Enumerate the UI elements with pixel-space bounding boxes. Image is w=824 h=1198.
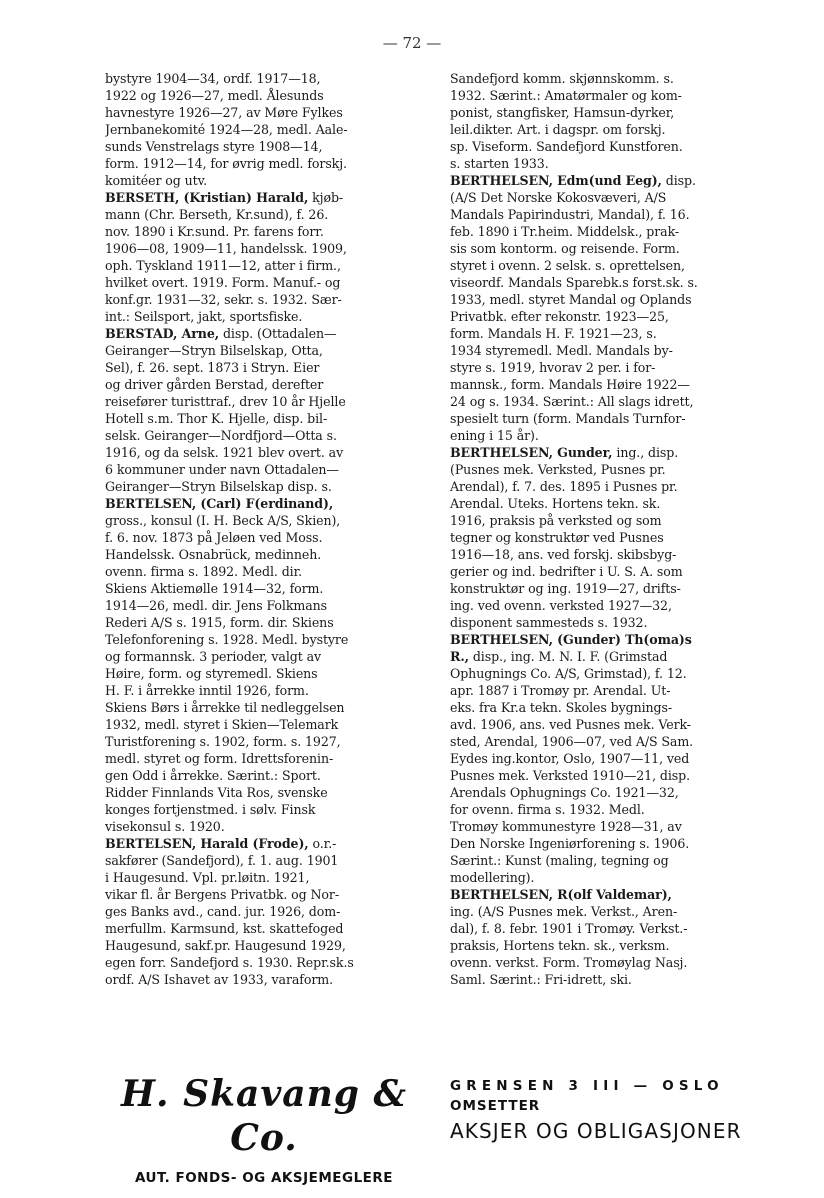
text-line bbox=[105, 70, 438, 87]
text-line bbox=[105, 495, 438, 512]
advertisement-aksjer bbox=[450, 1076, 780, 1144]
entry-text: sp. Viseform. Sandefjord Kunstforen. bbox=[450, 139, 683, 154]
entry-text: (A/S Det Norske Kokosvæveri, A/S bbox=[450, 190, 667, 205]
entry-name: BERTELSEN, (Carl) F(erdinand), bbox=[105, 496, 334, 511]
entry-text: H. F. i årrekke inntil 1926, form. bbox=[105, 683, 309, 698]
entry-name: BERTHELSEN, R(olf Valdemar), bbox=[450, 887, 672, 902]
entry-text: sakfører (Sandefjord), f. 1. aug. 1901 bbox=[105, 853, 339, 868]
entry-text: havnestyre 1926—27, av Møre Fylkes bbox=[105, 105, 343, 120]
entry-text: avd. 1906, ans. ved Pusnes mek. Verk- bbox=[450, 717, 691, 732]
text-line bbox=[450, 801, 780, 818]
entry-text: form. 1912—14, for øvrig medl. forskj. bbox=[105, 156, 347, 171]
text-line bbox=[105, 104, 438, 121]
text-line bbox=[105, 155, 438, 172]
text-line bbox=[450, 223, 780, 240]
text-line bbox=[450, 750, 780, 767]
entry-text: 1933, medl. styret Mandal og Oplands bbox=[450, 292, 692, 307]
entry-text: Sel), f. 26. sept. 1873 i Stryn. Eier bbox=[105, 360, 320, 375]
text-line bbox=[105, 257, 438, 274]
entry-text: 1932, medl. styret i Skien—Telemark bbox=[105, 717, 339, 732]
entry-text: oph. Tyskland 1911—12, atter i firm., bbox=[105, 258, 341, 273]
advertisement-address: GRENSEN 3 III — OSLO bbox=[450, 1078, 724, 1094]
text-line bbox=[105, 699, 438, 716]
text-line bbox=[105, 274, 438, 291]
text-line bbox=[450, 971, 780, 988]
text-line bbox=[105, 172, 438, 189]
entry-text: leil.dikter. Art. i dagspr. om forskj. bbox=[450, 122, 666, 137]
text-line bbox=[450, 87, 780, 104]
entry-name: BERTHELSEN, Gunder, bbox=[450, 445, 613, 460]
entry-text: f. 6. nov. 1873 på Jeløen ved Moss. bbox=[105, 530, 323, 545]
entry-text: egen forr. Sandefjord s. 1930. Repr.sk.s bbox=[105, 955, 354, 970]
entry-text: 1932. Særint.: Amatørmaler og kom- bbox=[450, 88, 682, 103]
entry-text: tegner og konstruktør ved Pusnes bbox=[450, 530, 664, 545]
right-column bbox=[450, 70, 780, 988]
advertisement-aksjer-obligasjoner: AKSJER OG OBLIGASJONER bbox=[450, 1119, 742, 1143]
entry-text: Hotell s.m. Thor K. Hjelle, disp. bil- bbox=[105, 411, 328, 426]
text-line bbox=[105, 971, 438, 988]
entry-text: ges Banks avd., cand. jur. 1926, dom- bbox=[105, 904, 341, 919]
entry-text: merfullm. Karmsund, kst. skattefoged bbox=[105, 921, 344, 936]
entry-text: nov. 1890 i Kr.sund. Pr. farens forr. bbox=[105, 224, 324, 239]
text-line bbox=[105, 308, 438, 325]
entry-text: eks. fra Kr.a tekn. Skoles bygnings- bbox=[450, 700, 673, 715]
entry-text: Sandefjord komm. skjønnskomm. s. bbox=[450, 71, 674, 86]
text-line bbox=[450, 818, 780, 835]
entry-name: R., bbox=[450, 649, 469, 664]
entry-text: Tromøy kommunestyre 1928—31, av bbox=[450, 819, 682, 834]
text-line bbox=[450, 614, 780, 631]
entry-text: gen Odd i årrekke. Særint.: Sport. bbox=[105, 768, 321, 783]
text-line bbox=[450, 512, 780, 529]
text-line bbox=[105, 903, 438, 920]
text-line bbox=[105, 376, 438, 393]
text-line bbox=[105, 733, 438, 750]
entry-text: sunds Venstrelags styre 1908—14, bbox=[105, 139, 323, 154]
entry-text: disp., ing. M. N. I. F. (Grimstad bbox=[468, 649, 668, 664]
text-line bbox=[450, 835, 780, 852]
text-line bbox=[450, 767, 780, 784]
entry-text: komitéer og utv. bbox=[105, 173, 208, 188]
entry-text: disponent sammesteds s. 1932. bbox=[450, 615, 648, 630]
text-line bbox=[105, 529, 438, 546]
entry-text: 1914—26, medl. dir. Jens Folkmans bbox=[105, 598, 327, 613]
entry-text: 1906—08, 1909—11, handelssk. 1909, bbox=[105, 241, 347, 256]
text-line bbox=[450, 410, 780, 427]
entry-text: Jernbanekomité 1924—28, medl. Aale- bbox=[105, 122, 348, 137]
entry-text: form. Mandals H. F. 1921—23, s. bbox=[450, 326, 657, 341]
entry-name: BERSTAD, Arne, bbox=[105, 326, 220, 341]
text-line bbox=[105, 886, 438, 903]
entry-text: spesielt turn (form. Mandals Turnfor- bbox=[450, 411, 686, 426]
text-line bbox=[450, 733, 780, 750]
entry-text: ovenn. verkst. Form. Tromøylag Nasj. bbox=[450, 955, 688, 970]
text-line bbox=[105, 563, 438, 580]
text-line bbox=[450, 461, 780, 478]
entry-text: visekonsul s. 1920. bbox=[105, 819, 225, 834]
text-line bbox=[105, 410, 438, 427]
entry-text: Arendals Ophugnings Co. 1921—32, bbox=[450, 785, 679, 800]
text-line bbox=[105, 597, 438, 614]
text-line bbox=[105, 920, 438, 937]
text-line bbox=[105, 87, 438, 104]
text-line bbox=[105, 138, 438, 155]
entry-text: ing., disp. bbox=[612, 445, 679, 460]
entry-text: Handelssk. Osnabrück, medinneh. bbox=[105, 547, 322, 562]
text-line bbox=[450, 852, 780, 869]
entry-text: 1916, og da selsk. 1921 blev overt. av bbox=[105, 445, 344, 460]
entry-text: Arendal), f. 7. des. 1895 i Pusnes pr. bbox=[450, 479, 678, 494]
text-line bbox=[450, 886, 780, 903]
text-line bbox=[450, 784, 780, 801]
text-line bbox=[105, 750, 438, 767]
advertisement-skavang bbox=[94, 1072, 434, 1186]
entry-text: og formannsk. 3 perioder, valgt av bbox=[105, 649, 322, 664]
left-column bbox=[105, 70, 438, 988]
text-line bbox=[105, 223, 438, 240]
text-line bbox=[450, 240, 780, 257]
text-line bbox=[450, 682, 780, 699]
text-line bbox=[105, 546, 438, 563]
entry-text: 1916, praksis på verksted og som bbox=[450, 513, 662, 528]
entry-text: ordf. A/S Ishavet av 1933, varaform. bbox=[105, 972, 333, 987]
entry-text: 1916—18, ans. ved forskj. skibsbyg- bbox=[450, 547, 677, 562]
entry-text: og driver gården Berstad, derefter bbox=[105, 377, 324, 392]
entry-text: gross., konsul (I. H. Beck A/S, Skien), bbox=[105, 513, 341, 528]
entry-text: bystyre 1904—34, ordf. 1917—18, bbox=[105, 71, 321, 86]
entry-text: gerier og ind. bedrifter i U. S. A. som bbox=[450, 564, 683, 579]
text-line bbox=[450, 529, 780, 546]
entry-text: Særint.: Kunst (maling, tegning og bbox=[450, 853, 669, 868]
text-line bbox=[105, 716, 438, 733]
entry-text: s. starten 1933. bbox=[450, 156, 549, 171]
entry-text: Eydes ing.kontor, Oslo, 1907—11, ved bbox=[450, 751, 690, 766]
text-line bbox=[105, 206, 438, 223]
text-line bbox=[105, 835, 438, 852]
entry-text: reisefører turisttraf., drev 10 år Hjelle bbox=[105, 394, 346, 409]
text-line bbox=[450, 563, 780, 580]
text-line bbox=[105, 342, 438, 359]
entry-text: medl. styret og form. Idrettsforenin- bbox=[105, 751, 334, 766]
entry-text: 24 og s. 1934. Særint.: All slags idrett, bbox=[450, 394, 694, 409]
entry-text: selsk. Geiranger—Nordfjord—Otta s. bbox=[105, 428, 337, 443]
page-number: — 72 — bbox=[382, 34, 442, 52]
entry-text: Mandals Papirindustri, Mandal), f. 16. bbox=[450, 207, 690, 222]
entry-text: o.r.- bbox=[308, 836, 337, 851]
entry-name: BERTELSEN, Harald (Frode), bbox=[105, 836, 309, 851]
text-line bbox=[450, 138, 780, 155]
entry-text: Rederi A/S s. 1915, form. dir. Skiens bbox=[105, 615, 334, 630]
text-line bbox=[450, 920, 780, 937]
text-line bbox=[105, 954, 438, 971]
text-line bbox=[105, 648, 438, 665]
entry-text: disp. (Ottadalen— bbox=[219, 326, 337, 341]
entry-text: int.: Seilsport, jakt, sportsfiske. bbox=[105, 309, 303, 324]
text-line bbox=[105, 512, 438, 529]
entry-text: Høire, form. og styremedl. Skiens bbox=[105, 666, 318, 681]
text-line bbox=[105, 478, 438, 495]
text-line bbox=[450, 104, 780, 121]
entry-text: styret i ovenn. 2 selsk. s. oprettelsen, bbox=[450, 258, 685, 273]
advertisement-omsetter: OMSETTER bbox=[450, 1098, 541, 1114]
text-line bbox=[450, 206, 780, 223]
text-line bbox=[450, 291, 780, 308]
text-line bbox=[450, 308, 780, 325]
text-line bbox=[450, 699, 780, 716]
entry-text: Den Norske Ingeniørforening s. 1906. bbox=[450, 836, 690, 851]
entry-text: Turistforening s. 1902, form. s. 1927, bbox=[105, 734, 341, 749]
text-line bbox=[450, 325, 780, 342]
text-line bbox=[450, 274, 780, 291]
text-line bbox=[450, 665, 780, 682]
text-line bbox=[450, 444, 780, 461]
text-line bbox=[105, 461, 438, 478]
text-line bbox=[450, 495, 780, 512]
entry-text: ening i 15 år). bbox=[450, 428, 539, 443]
entry-text: kjøb- bbox=[308, 190, 344, 205]
entry-text: hvilket overt. 1919. Form. Manuf.- og bbox=[105, 275, 341, 290]
entry-text: ing. (A/S Pusnes mek. Verkst., Aren- bbox=[450, 904, 678, 919]
entry-text: Skiens Aktiemølle 1914—32, form. bbox=[105, 581, 324, 596]
text-line bbox=[105, 665, 438, 682]
entry-text: Saml. Særint.: Fri-idrett, ski. bbox=[450, 972, 632, 987]
entry-text: 6 kommuner under navn Ottadalen— bbox=[105, 462, 339, 477]
text-line bbox=[450, 70, 780, 87]
text-line bbox=[105, 393, 438, 410]
text-line bbox=[450, 172, 780, 189]
entry-text: ponist, stangfisker, Hamsun-dyrker, bbox=[450, 105, 675, 120]
entry-text: apr. 1887 i Tromøy pr. Arendal. Ut- bbox=[450, 683, 671, 698]
text-line bbox=[450, 359, 780, 376]
entry-text: vikar fl. år Bergens Privatbk. og Nor- bbox=[105, 887, 339, 902]
text-line bbox=[450, 257, 780, 274]
text-line bbox=[450, 716, 780, 733]
entry-text: sted, Arendal, 1906—07, ved A/S Sam. bbox=[450, 734, 694, 749]
text-line bbox=[105, 937, 438, 954]
text-line bbox=[105, 784, 438, 801]
entry-text: viseordf. Mandals Sparebk.s forst.sk. s. bbox=[450, 275, 698, 290]
text-line bbox=[105, 325, 438, 342]
text-line bbox=[450, 869, 780, 886]
text-line bbox=[105, 291, 438, 308]
entry-text: styre s. 1919, hvorav 2 per. i for- bbox=[450, 360, 656, 375]
text-line bbox=[450, 342, 780, 359]
entry-text: 1934 styremedl. Medl. Mandals by- bbox=[450, 343, 673, 358]
entry-text: konf.gr. 1931—32, sekr. s. 1932. Sær- bbox=[105, 292, 342, 307]
text-line bbox=[450, 597, 780, 614]
text-line bbox=[105, 189, 438, 206]
entry-text: mannsk., form. Mandals Høire 1922— bbox=[450, 377, 690, 392]
entry-text: mann (Chr. Berseth, Kr.sund), f. 26. bbox=[105, 207, 329, 222]
text-line bbox=[450, 954, 780, 971]
text-line bbox=[105, 359, 438, 376]
entry-text: Skiens Børs i årrekke til nedleggelsen bbox=[105, 700, 345, 715]
entry-text: Ridder Finnlands Vita Ros, svenske bbox=[105, 785, 328, 800]
entry-text: feb. 1890 i Tr.heim. Middelsk., prak- bbox=[450, 224, 680, 239]
text-line bbox=[105, 767, 438, 784]
entry-text: for ovenn. firma s. 1932. Medl. bbox=[450, 802, 645, 817]
entry-text: modellering). bbox=[450, 870, 535, 885]
text-line bbox=[105, 801, 438, 818]
text-line bbox=[450, 393, 780, 410]
entry-text: Privatbk. efter rekonstr. 1923—25, bbox=[450, 309, 669, 324]
entry-text: dal), f. 8. febr. 1901 i Tromøy. Verkst.- bbox=[450, 921, 688, 936]
advertisement-firm-name: H. Skavang & Co. bbox=[121, 1073, 407, 1159]
entry-name: BERSETH, (Kristian) Harald, bbox=[105, 190, 309, 205]
text-line bbox=[450, 189, 780, 206]
text-line bbox=[450, 121, 780, 138]
entry-text: (Pusnes mek. Verksted, Pusnes pr. bbox=[450, 462, 666, 477]
entry-text: sis som kontorm. og reisende. Form. bbox=[450, 241, 680, 256]
text-line bbox=[450, 546, 780, 563]
text-line bbox=[105, 444, 438, 461]
text-line bbox=[105, 614, 438, 631]
text-line bbox=[105, 631, 438, 648]
entry-text: i Haugesund. Vpl. pr.løitn. 1921, bbox=[105, 870, 310, 885]
text-line bbox=[450, 631, 780, 648]
text-line bbox=[105, 580, 438, 597]
entry-text: ovenn. firma s. 1892. Medl. dir. bbox=[105, 564, 303, 579]
text-line bbox=[450, 580, 780, 597]
advertisement-firm-subtitle: AUT. FONDS- OG AKSJEMEGLERE bbox=[134, 1170, 394, 1186]
entry-text: Geiranger—Stryn Bilselskap disp. s. bbox=[105, 479, 332, 494]
text-line bbox=[450, 376, 780, 393]
text-line bbox=[450, 155, 780, 172]
entry-text: konges fortjenstmed. i sølv. Finsk bbox=[105, 802, 316, 817]
entry-text: 1922 og 1926—27, medl. Ålesunds bbox=[105, 88, 324, 103]
text-line bbox=[105, 121, 438, 138]
text-line bbox=[105, 427, 438, 444]
entry-text: Pusnes mek. Verksted 1910—21, disp. bbox=[450, 768, 690, 783]
text-line bbox=[450, 937, 780, 954]
text-line bbox=[450, 903, 780, 920]
text-line bbox=[105, 852, 438, 869]
entry-name: BERTHELSEN, Edm(und Eeg), bbox=[450, 173, 662, 188]
entry-text: Geiranger—Stryn Bilselskap, Otta, bbox=[105, 343, 323, 358]
text-line bbox=[105, 869, 438, 886]
text-line bbox=[105, 240, 438, 257]
text-line bbox=[105, 682, 438, 699]
text-line bbox=[450, 478, 780, 495]
text-line bbox=[450, 648, 780, 665]
entry-text: disp. bbox=[661, 173, 696, 188]
entry-text: ing. ved ovenn. verksted 1927—32, bbox=[450, 598, 672, 613]
entry-text: Ophugnings Co. A/S, Grimstad), f. 12. bbox=[450, 666, 687, 681]
entry-text: konstruktør og ing. 1919—27, drifts- bbox=[450, 581, 681, 596]
entry-text: praksis, Hortens tekn. sk., verksm. bbox=[450, 938, 670, 953]
text-line bbox=[105, 818, 438, 835]
entry-text: Telefonforening s. 1928. Medl. bystyre bbox=[105, 632, 349, 647]
entry-name: BERTHELSEN, (Gunder) Th(oma)s bbox=[450, 632, 692, 647]
entry-text: Haugesund, sakf.pr. Haugesund 1929, bbox=[105, 938, 346, 953]
text-line bbox=[450, 427, 780, 444]
entry-text: Arendal. Uteks. Hortens tekn. sk. bbox=[450, 496, 661, 511]
